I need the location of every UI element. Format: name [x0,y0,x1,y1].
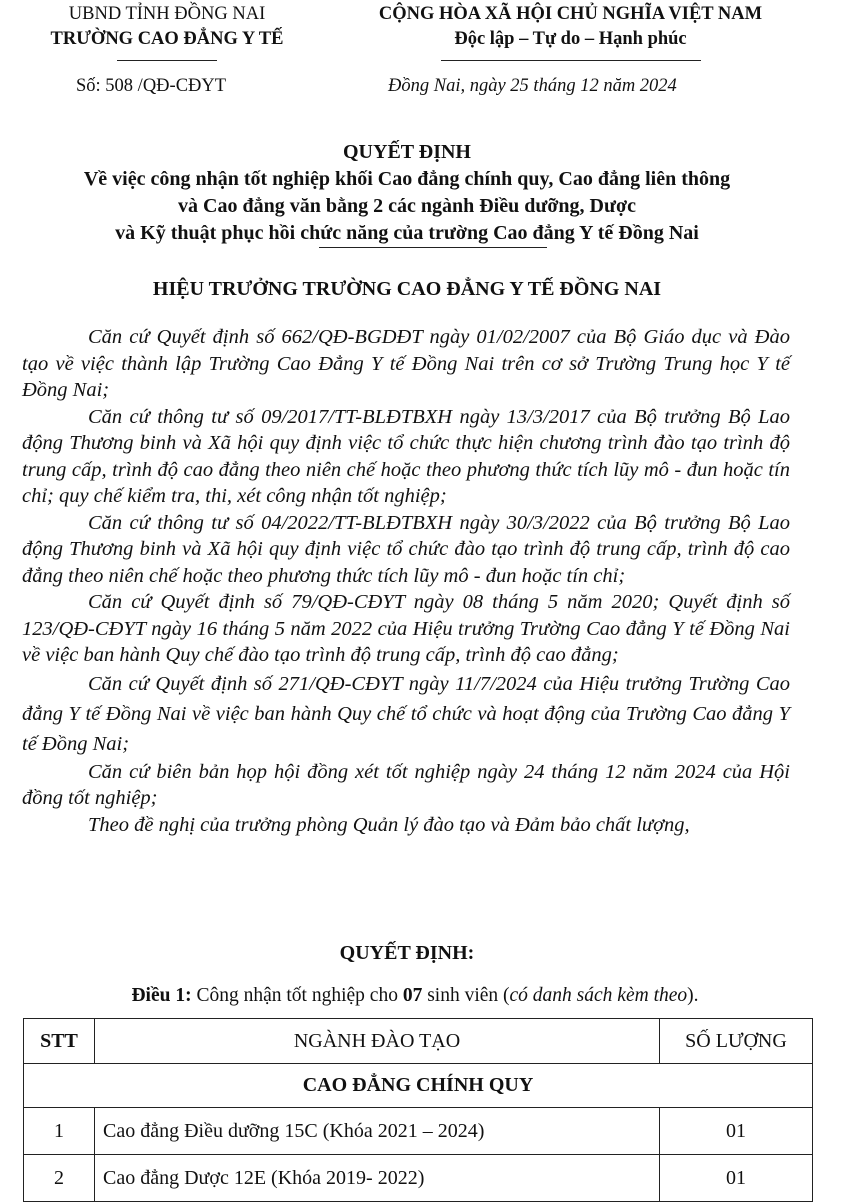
legal-basis-item: Căn cứ biên bản họp hội đồng xét tốt nghiệp ngày 24 tháng 12 năm 2024 của Hội đồng tốt nghiệp; [22,760,790,809]
decision-subject-line3: và Kỹ thuật phục hồi chức năng của trường Cao đẳng Y tế Đồng Nai [115,222,699,244]
national-name: CỘNG HÒA XÃ HỘI CHỦ NGHĨA VIỆT NAM [378,4,763,24]
row-program: Cao đẳng Dược 12E (Khóa 2019- 2022) [95,1155,660,1202]
col-header-stt: STT [24,1019,95,1064]
decision-subject-line2: và Cao đẳng văn bằng 2 các ngành Điều dưỡng, Dược [178,195,636,217]
col-header-program: NGÀNH ĐÀO TẠO [95,1019,660,1064]
title-underline [319,247,547,248]
authority-heading: HIỆU TRƯỞNG TRƯỜNG CAO ĐẲNG Y TẾ ĐỒNG NAI [152,278,662,300]
col-header-quantity: SỐ LƯỢNG [660,1019,813,1064]
document-number: Số: 508 /QĐ-CĐYT [76,76,227,96]
article-1-text-after: sinh viên ( [422,985,510,1006]
document-dateline: Đồng Nai, ngày 25 tháng 12 năm 2024 [388,76,677,96]
national-motto: Độc lập – Tự do – Hạnh phúc [454,29,687,49]
issuer-name: TRƯỜNG CAO ĐẲNG Y TẾ [50,29,284,49]
legal-basis-item: Căn cứ thông tư số 09/2017/TT-BLĐTBXH ngày 13/3/2017 của Bộ trưởng Bộ Lao động Thương binh và Xã hội quy định việc tổ chức thực hiện chương trình đào tạo trình độ trung cấp, trình độ cao đẳng theo niên chế hoặc theo phương thức tích lũy mô - đun hoặc tín chỉ; quy chế kiểm tra, thi, xét công nhận tốt nghiệp; [22,405,790,507]
decision-subject-line1: Về việc công nhận tốt nghiệp khối Cao đẳng chính quy, Cao đẳng liên thông [83,168,731,190]
legal-bases [22,324,790,838]
row-quantity: 01 [660,1155,813,1202]
row-program: Cao đẳng Điều dưỡng 15C (Khóa 2021 – 2024) [95,1108,660,1155]
row-stt: 2 [24,1155,95,1202]
graduate-count: 07 [402,985,423,1006]
legal-basis-item: Theo đề nghị của trưởng phòng Quản lý đào tạo và Đảm bảo chất lượng, [88,813,690,836]
legal-basis-item: Căn cứ Quyết định số 271/QĐ-CĐYT ngày 11/7/2024 của Hiệu trưởng Trường Cao đẳng Y tế Đồng Nai về việc ban hành Quy chế tổ chức và hoạt động của Trường Cao đẳng Y tế Đồng Nai; [22,672,790,755]
article-1-note: có danh sách kèm theo [509,985,688,1006]
article-1 [22,985,808,1007]
decision-title [14,139,800,248]
legal-basis-item: Căn cứ thông tư số 04/2022/TT-BLĐTBXH ngày 30/3/2022 của Bộ trưởng Bộ Lao động Thương binh và Xã hội quy định việc tổ chức đào tạo trình độ trung cấp, trình độ cao đẳng theo niên chế hoặc theo phương thức tích lũy mô - đun hoặc tín chỉ; [22,511,790,587]
legal-basis-item: Căn cứ Quyết định số 79/QĐ-CĐYT ngày 08 tháng 5 năm 2020; Quyết định số 123/QĐ-CĐYT ngày 16 tháng 5 năm 2022 của Hiệu trưởng Trường Cao đẳng Y tế Đồng Nai về việc ban hành Quy chế đào tạo trình độ trung cấp, trình độ cao đẳng; [22,591,790,666]
legal-basis-item: Căn cứ Quyết định số 662/QĐ-BGDĐT ngày 01/02/2007 của Bộ Giáo dục và Đào tạo về việc thành lập Trường Cao Đẳng Y tế Đồng Nai trên cơ sở Trường Trung học Y tế Đồng Nai; [22,326,790,401]
motto-rule [441,60,701,61]
issuer-authority: UBND TỈNH ĐỒNG NAI [68,4,266,24]
issuer-block [22,2,312,61]
national-motto-block [318,2,823,61]
article-1-label: Điều 1: [131,985,192,1006]
graduation-table [23,1018,813,1202]
row-quantity: 01 [660,1108,813,1155]
decide-heading: QUYẾT ĐỊNH: [339,942,475,964]
issuer-rule [117,60,217,61]
table-row [24,1155,813,1202]
article-1-close: ). [687,985,699,1006]
table-row [24,1108,813,1155]
decision-title-main: QUYẾT ĐỊNH [343,141,471,163]
table-header-row [24,1019,813,1064]
row-stt: 1 [24,1108,95,1155]
table-section-label: CAO ĐẲNG CHÍNH QUY [24,1064,813,1108]
table-section-row [24,1064,813,1108]
article-1-text: Công nhận tốt nghiệp cho [191,985,403,1006]
